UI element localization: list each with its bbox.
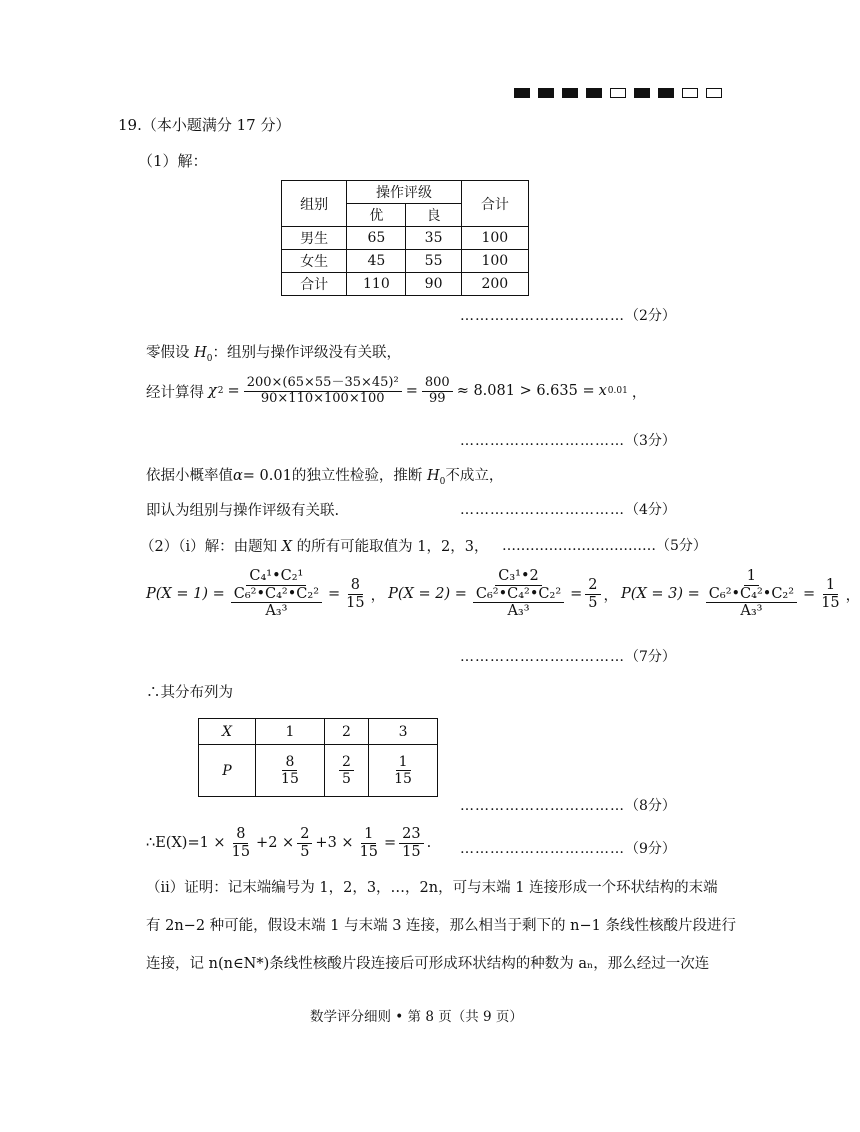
page-footer: 数学评分细则 • 第 8 页（共 9 页） — [310, 1009, 523, 1025]
question-heading: 19.（本小题满分 17 分） — [118, 116, 291, 134]
header-marks — [514, 88, 722, 98]
score-3: ……………………………（3分） — [460, 433, 676, 449]
chi-square-formula: 经计算得 χ 2 = $\frac{\text{200×(65×55－35×45)²}}{90\times 110\times 100\times 100}$ = $\frac{800}{99}$ ≈ 8.081 > 6.635 = x 0.01 ， — [146, 375, 647, 406]
proof-line-1: （ii）证明：记末端编号为 1，2，3，…，2n，可与末端 1 连接形成一个环状结构的末端 — [146, 880, 718, 896]
mark-outlined — [706, 88, 722, 98]
proof-line-3: 连接，记 n(n∈N*)条线性核酸片段连接后可形成环状结构的种数为 aₙ，那么经过一次连 — [146, 956, 710, 972]
mark-filled — [562, 88, 578, 98]
significance-test: 依据小概率值α= 0.01的独立性检验，推断 $H_0$不成立， — [146, 468, 504, 487]
part1-label: （1）解： — [138, 152, 208, 170]
part2-intro: （2）（i）解：由题知 X 的所有可能取值为 1，2，3， — [140, 539, 489, 555]
cell: 55 — [406, 250, 461, 273]
mark-outlined — [682, 88, 698, 98]
x-label: X — [199, 719, 256, 745]
p-value: $\frac{2}{5}$ — [324, 745, 368, 797]
proof-line-2: 有 2n−2 种可能，假设末端 1 与末端 3 连接，那么相当于剩下的 n−1 条线性核酸片段进行 — [146, 918, 736, 934]
x-value: 3 — [369, 719, 438, 745]
cell: 35 — [406, 227, 461, 250]
row-label: 女生 — [282, 250, 347, 273]
group-header: 组别 — [282, 181, 347, 227]
score-9: ……………………………（9分） — [460, 841, 676, 857]
null-hypothesis: 零假设 $H_0$：组别与操作评级没有关联， — [146, 345, 401, 364]
p-value: $\frac{8}{15}$ — [256, 745, 325, 797]
row-label: 合计 — [282, 273, 347, 296]
table-row — [282, 227, 529, 250]
cell: 45 — [347, 250, 406, 273]
mark-filled — [658, 88, 674, 98]
mark-filled — [538, 88, 554, 98]
sub-header-good: 优 — [347, 204, 406, 227]
x-value: 1 — [256, 719, 325, 745]
cell: 200 — [461, 273, 528, 296]
mark-filled — [634, 88, 650, 98]
table-row — [282, 273, 529, 296]
x-value: 2 — [324, 719, 368, 745]
rating-header: 操作评级 — [347, 181, 461, 204]
score-2: ……………………………（2分） — [460, 308, 676, 324]
probability-formulas: P(X = 1) = $\frac{\text{C₄¹•C₂¹}}{\frac{\text{C₆²•C₄²•C₂²}}{\text{A₃³}}}$ = $\frac{8}{15}$ ， P(X = 2) = $\frac{\text{C₃¹•2}}{\frac{\text{C₆²•C₄²•C₂²}}{\text{A₃³}}}$ = $\frac{2}{5}$ ， P(X = 3) = $\frac{1}{\frac{\text{C₆²•C₄²•C₂²}}{\text{A₃³}}}$ = $\frac{1}{15}$ ， — [146, 568, 860, 620]
row-label: 男生 — [282, 227, 347, 250]
mark-filled — [586, 88, 602, 98]
cell: 90 — [406, 273, 461, 296]
contingency-table — [281, 180, 529, 296]
distribution-table — [198, 718, 438, 797]
cell: 100 — [461, 227, 528, 250]
expectation-formula: ∴E(X)=1 × $\frac{8}{15}$ +2 × $\frac{2}{5}$ +3 × $\frac{1}{15}$ = $\frac{23}{15}$ . — [146, 826, 432, 860]
mark-filled — [514, 88, 530, 98]
p-label: P — [199, 745, 256, 797]
mark-outlined — [610, 88, 626, 98]
cell: 110 — [347, 273, 406, 296]
score-7: ……………………………（7分） — [460, 649, 676, 665]
p-value: $\frac{1}{15}$ — [369, 745, 438, 797]
distribution-heading: ∴其分布列为 — [146, 685, 233, 701]
score-8: ……………………………（8分） — [460, 798, 676, 814]
cell: 65 — [347, 227, 406, 250]
score-5: ……………………………（5分） — [502, 538, 707, 554]
cell: 100 — [461, 250, 528, 273]
conclusion: 即认为组别与操作评级有关联. — [146, 503, 340, 519]
sub-header-fine: 良 — [406, 204, 461, 227]
score-4: ……………………………（4分） — [460, 502, 676, 518]
total-header: 合计 — [461, 181, 528, 227]
table-row — [282, 250, 529, 273]
